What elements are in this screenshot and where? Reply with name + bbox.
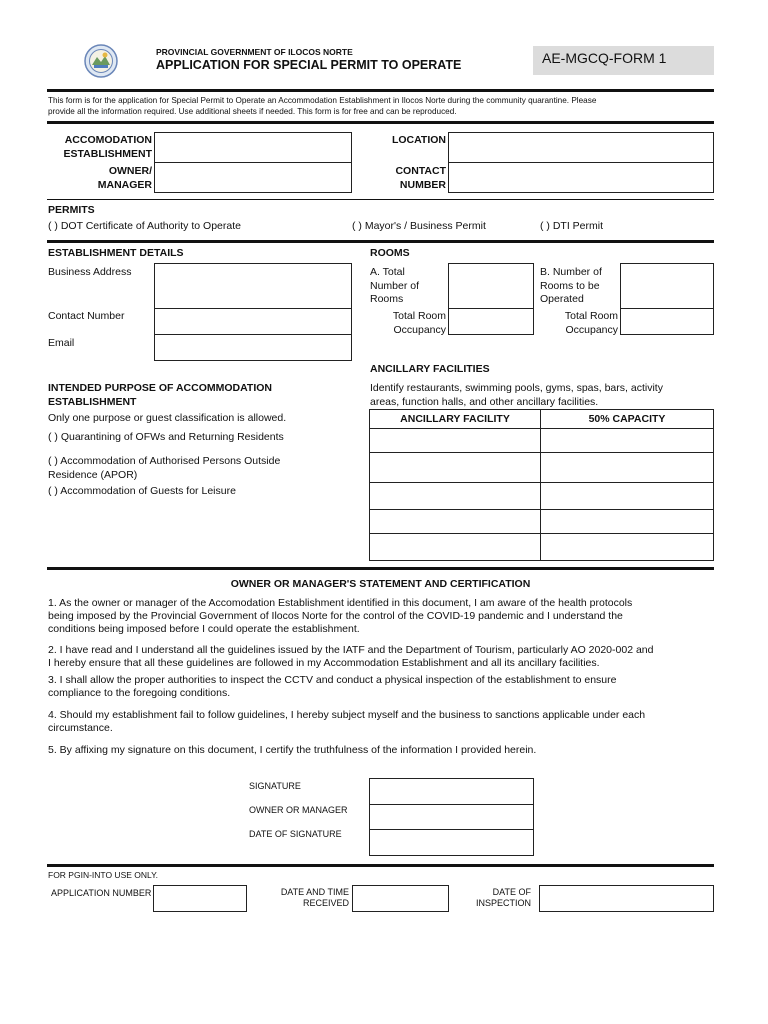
statement-paragraph-4: 4. Should my establishment fail to follow guidelines, I hereby subject myself and the business to sanctions applicable under each circumstance. xyxy=(48,709,646,734)
table-row xyxy=(370,429,714,453)
header-rule xyxy=(47,89,714,92)
purpose-option-ofw[interactable]: ( ) Quarantining of OFWs and Returning Residents xyxy=(48,431,284,443)
date-time-received-label: DATE AND TIME RECEIVED xyxy=(280,887,349,908)
purpose-option-leisure[interactable]: ( ) Accommodation of Guests for Leisure xyxy=(48,485,236,497)
contact-number-field[interactable] xyxy=(448,162,714,193)
form-code: AE-MGCQ-FORM 1 xyxy=(542,50,667,66)
email-field[interactable] xyxy=(154,334,352,361)
form-code-badge xyxy=(533,46,714,75)
owner-manager-field[interactable] xyxy=(154,162,352,193)
intro-line-1: This form is for the application for Special Permit to Operate an Accommodation Establishment in Ilocos Norte during the community quarantine. Please xyxy=(48,96,597,105)
accommodation-establishment-field[interactable] xyxy=(154,132,352,163)
permit-dot-option[interactable]: ( ) DOT Certificate of Authority to Operate xyxy=(48,220,241,232)
contact-number-detail-field[interactable] xyxy=(154,308,352,335)
purpose-option-apor[interactable]: ( ) Accommodation of Authorised Persons Outside Residence (APOR) xyxy=(48,455,281,481)
total-occupancy-b-label: Total Room Occupancy xyxy=(564,310,618,336)
intro-line-2: provide all the information required. Use additional sheets if needed. This form is for free and can be reproduced. xyxy=(48,107,457,116)
location-field[interactable] xyxy=(448,132,714,163)
capacity-column: 50% CAPACITY xyxy=(541,410,714,429)
ancillary-description: Identify restaurants, swimming pools, gyms, spas, bars, activity areas, function halls, and other ancillary facilities. xyxy=(370,382,663,408)
date-time-received-field[interactable] xyxy=(352,885,449,912)
ancillary-table-header xyxy=(370,410,714,429)
rooms-operated-field[interactable] xyxy=(620,263,714,309)
office-use-note: FOR PGIN-INTO USE ONLY. xyxy=(48,870,159,880)
date-of-inspection-label: DATE OF INSPECTION xyxy=(475,887,531,908)
business-address-field[interactable] xyxy=(154,263,352,309)
permits-rule xyxy=(47,199,714,200)
permits-heading: PERMITS xyxy=(48,204,95,216)
statement-paragraph-2: 2. I have read and I understand all the guidelines issued by the IATF and the Department of Tourism, particularly AO 2020-002 and I hereby ensure that all these guidelines are followed in my Accommodation Establishment and all its ancillary facilities. xyxy=(48,644,654,669)
statement-paragraph-5: 5. By affixing my signature on this document, I certify the truthfulness of the information I provided herein. xyxy=(48,744,537,756)
total-occupancy-b-field[interactable] xyxy=(620,308,714,335)
rooms-heading: ROOMS xyxy=(370,247,410,259)
page-title: APPLICATION FOR SPECIAL PERMIT TO OPERATE xyxy=(156,58,462,72)
signature-field[interactable] xyxy=(369,778,534,805)
ancillary-table xyxy=(369,409,714,561)
total-rooms-label: A. Total Number of Rooms xyxy=(370,266,420,305)
capacity-cell[interactable] xyxy=(541,453,714,483)
ancillary-facility-cell[interactable] xyxy=(370,453,541,483)
email-label: Email xyxy=(48,337,75,349)
signature-label: SIGNATURE xyxy=(249,781,301,791)
contact-number-detail-label: Contact Number xyxy=(48,310,125,322)
ancillary-facility-cell[interactable] xyxy=(370,429,541,453)
ancillary-facility-column: ANCILLARY FACILITY xyxy=(370,410,541,429)
capacity-cell[interactable] xyxy=(541,534,714,561)
permit-dti-option[interactable]: ( ) DTI Permit xyxy=(540,220,603,232)
owner-manager-label: OWNER/ MANAGER xyxy=(97,165,152,191)
statement-heading: OWNER OR MANAGER'S STATEMENT AND CERTIFICATION xyxy=(230,578,531,590)
total-occupancy-a-label: Total Room Occupancy xyxy=(392,310,446,336)
owner-manager-name-field[interactable] xyxy=(369,804,534,830)
capacity-cell[interactable] xyxy=(541,510,714,534)
contact-number-label: CONTACT NUMBER xyxy=(395,165,446,191)
accommodation-label: ACCOMODATION ESTABLISHMENT xyxy=(63,134,152,160)
table-row xyxy=(370,534,714,561)
table-row xyxy=(370,483,714,510)
application-number-label: APPLICATION NUMBER xyxy=(51,888,152,898)
ancillary-facility-cell[interactable] xyxy=(370,534,541,561)
statement-paragraph-3: 3. I shall allow the proper authorities to inspect the CCTV and conduct a physical inspection of the establishment to ensure compliance to the foregoing conditions. xyxy=(48,674,617,699)
capacity-cell[interactable] xyxy=(541,429,714,453)
statement-rule xyxy=(47,567,714,570)
capacity-cell[interactable] xyxy=(541,483,714,510)
owner-manager-signature-label: OWNER OR MANAGER xyxy=(249,805,348,815)
provincial-seal-logo xyxy=(84,44,118,78)
application-number-field[interactable] xyxy=(153,885,247,912)
ancillary-heading: ANCILLARY FACILITIES xyxy=(370,363,490,375)
statement-paragraph-1: 1. As the owner or manager of the Accomodation Establishment identified in this document, I am aware of the health protocols being imposed by the Provincial Government of Ilocos Norte for the control of the COVID-19 pandemic and I understand the conditions being imposed before I could operate the establishment. xyxy=(48,597,633,635)
total-occupancy-a-field[interactable] xyxy=(448,308,534,335)
intro-rule xyxy=(47,121,714,124)
date-of-signature-label: DATE OF SIGNATURE xyxy=(249,829,342,839)
date-of-signature-field[interactable] xyxy=(369,829,534,856)
establishment-details-heading: ESTABLISHMENT DETAILS xyxy=(48,247,184,259)
rooms-operated-label: B. Number of Rooms to be Operated xyxy=(540,266,602,305)
permit-mayors-option[interactable]: ( ) Mayor's / Business Permit xyxy=(352,220,486,232)
total-rooms-field[interactable] xyxy=(448,263,534,309)
ancillary-facility-cell[interactable] xyxy=(370,510,541,534)
intended-purpose-heading: INTENDED PURPOSE OF ACCOMMODATION ESTABLISHMENT xyxy=(48,382,273,408)
purpose-note: Only one purpose or guest classification is allowed. xyxy=(48,412,287,424)
table-row xyxy=(370,453,714,483)
details-rule xyxy=(47,240,714,243)
date-of-inspection-field[interactable] xyxy=(539,885,714,912)
business-address-label: Business Address xyxy=(48,266,132,278)
office-rule xyxy=(47,864,714,867)
location-label: LOCATION xyxy=(391,134,446,146)
table-row xyxy=(370,510,714,534)
government-name: PROVINCIAL GOVERNMENT OF ILOCOS NORTE xyxy=(156,47,353,57)
ancillary-facility-cell[interactable] xyxy=(370,483,541,510)
